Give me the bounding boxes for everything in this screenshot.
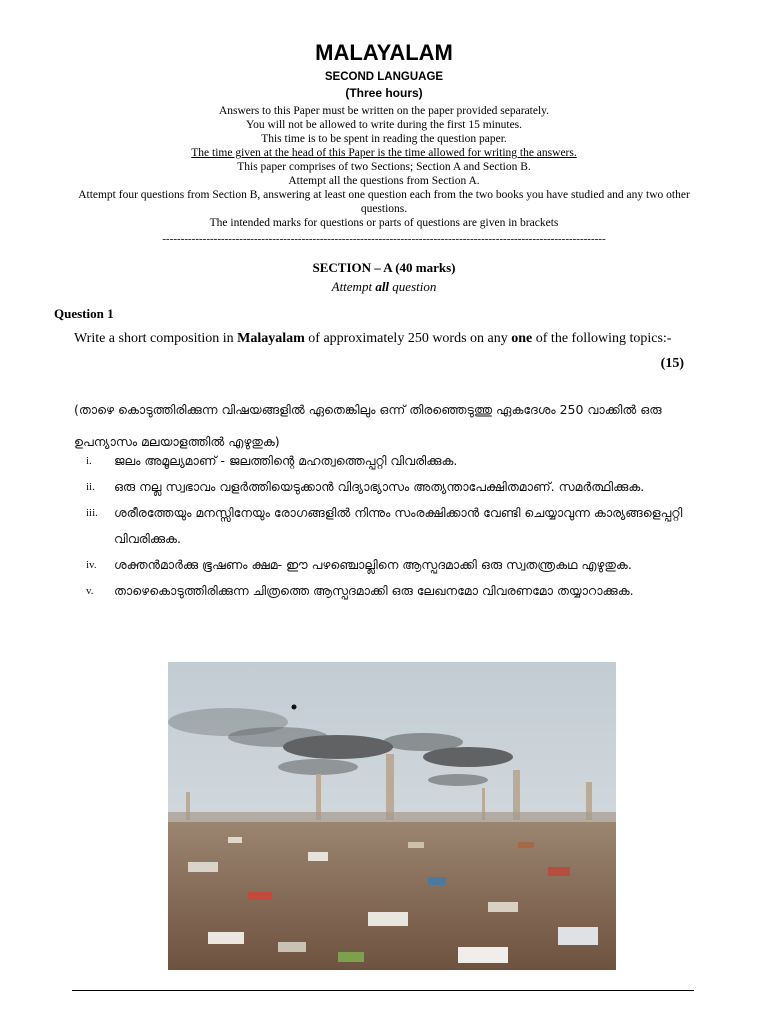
instruction-line: Attempt four questions from Section B, answering at least one question each from the two books you have studied and any two other questions.	[78, 189, 690, 215]
section-instruction-bold: all	[375, 279, 390, 294]
section-instruction-suffix: question	[389, 279, 437, 294]
instruction-line: The intended marks for questions or parts of questions are given in brackets	[209, 217, 559, 229]
topic-text: താഴെകൊടുത്തിരിക്കുന്ന ചിത്രത്തെ ആസ്പദമാക്കി ഒരു ലേഖനമോ വിവരണമോ തയ്യാറാക്കുക.	[114, 583, 634, 598]
topic-text: ശക്തൻമാർക്കു ഭൂഷണം ക്ഷമ- ഈ പഴഞ്ചൊല്ലിനെ ആസ്പദമാക്കി ഒരു സ്വതന്ത്രകഥ എഴുതുക.	[114, 557, 632, 572]
topic-text: ഒരു നല്ല സ്വഭാവം വളർത്തിയെടുക്കാൻ വിദ്യാഭ്യാസം അത്യന്താപേക്ഷിതമാണ്. സമർത്ഥിക്കുക.	[114, 479, 645, 494]
divider-line: -------------------------------------------------------------------------------------------------------------------------	[162, 233, 606, 245]
topic-text: ശരീരത്തേയും മനസ്സിനേയും രോഗങ്ങളിൽ നിന്നും സംരക്ഷിക്കാൻ വേണ്ടി ചെയ്യാവുന്ന കാര്യങ്ങളെപ്പറ്റി വിവരിക്കുക.	[114, 505, 683, 546]
exam-duration: (Three hours)	[345, 86, 423, 100]
instruction-line: This time is to be spent in reading the question paper.	[261, 133, 507, 145]
pollution-illustration	[168, 662, 616, 970]
topic-number: v.	[86, 585, 94, 597]
instruction-line: Attempt all the questions from Section A.	[288, 175, 480, 187]
instruction-line: The time given at the head of this Paper is the time allowed for writing the answers.	[191, 147, 577, 159]
topic-number: iv.	[86, 559, 97, 571]
instruction-line: You will not be allowed to write during the first 15 minutes.	[245, 119, 523, 131]
malayalam-instruction: (താഴെ കൊടുത്തിരിക്കുന്ന വിഷയങ്ങളിൽ ഏതെങ്കിലും ഒന്ന് തിരഞ്ഞെടുത്തു ഏകദേശം 250 വാക്കിൽ ഒരു ഉപന്യാസം മലയാളത്തിൽ എഴുതുക)	[74, 402, 662, 449]
instruction-line: This paper comprises of two Sections; Section A and Section B.	[237, 161, 531, 173]
topic-number: i.	[86, 455, 92, 467]
section-a-header	[0, 260, 768, 295]
section-title: SECTION – A (40 marks)	[312, 260, 456, 275]
list-item	[86, 552, 694, 578]
list-item	[86, 578, 694, 604]
question-text-part: of approximately 250 words on any	[304, 331, 512, 346]
garbage-field	[168, 822, 616, 970]
question-text-bold: one	[511, 331, 533, 346]
pollution-photo	[168, 662, 616, 970]
question-text	[74, 330, 698, 348]
exam-title: MALAYALAM	[315, 40, 453, 65]
topic-number: ii.	[86, 481, 95, 493]
list-item	[86, 500, 694, 552]
list-item	[86, 474, 694, 500]
section-instruction	[0, 279, 768, 295]
question-marks: (15)	[660, 356, 684, 371]
topic-list	[86, 448, 694, 604]
bird	[292, 705, 297, 710]
question-label: Question 1	[54, 306, 114, 321]
question-text-part: of the following topics:-	[532, 331, 672, 346]
question-text-bold: Malayalam	[237, 331, 305, 346]
topic-number: iii.	[86, 507, 98, 519]
exam-header	[60, 40, 708, 246]
instructions-block	[60, 104, 708, 230]
question-text-part: Write a short composition in	[74, 331, 238, 346]
footer-rule	[72, 990, 694, 991]
section-instruction-prefix: Attempt	[331, 279, 376, 294]
instruction-line: Answers to this Paper must be written on the paper provided separately.	[218, 105, 550, 117]
list-item	[86, 448, 694, 474]
exam-subtitle: SECOND LANGUAGE	[324, 71, 444, 83]
topic-text: ജലം അമൂല്യമാണ് - ജലത്തിന്റെ മഹത്വത്തെപ്പറ്റി വിവരിക്കുക.	[114, 453, 458, 468]
